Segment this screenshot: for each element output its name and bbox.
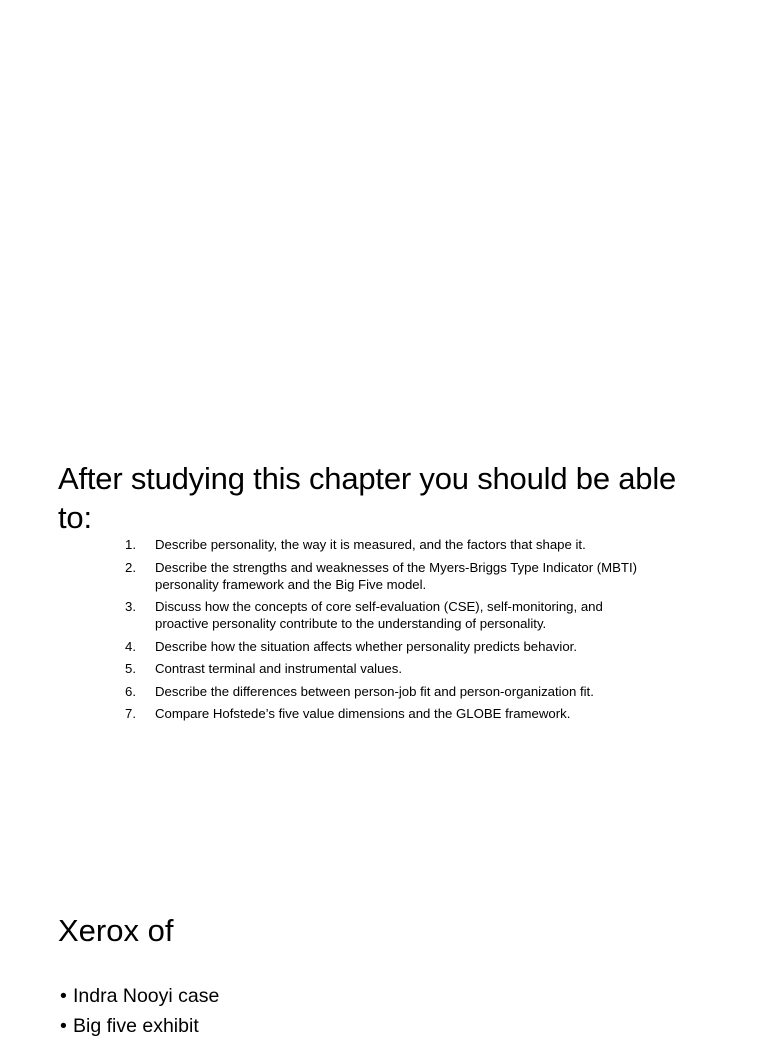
list-item <box>122 598 642 632</box>
xerox-heading: Xerox of <box>58 913 174 948</box>
item-number: 6. <box>125 683 136 699</box>
item-text: Contrast terminal and instrumental values. <box>155 661 403 676</box>
bullet-icon: • <box>60 1015 67 1037</box>
list-item <box>60 983 219 1009</box>
item-text: Discuss how the concepts of core self-evaluation (CSE), self-monitoring, and proactive personality contribute to the understanding of personality. <box>155 599 603 631</box>
item-text: Compare Hofstede’s five value dimensions and the GLOBE framework. <box>155 706 571 721</box>
bullet-text: Indra Nooyi case <box>73 985 220 1007</box>
item-text: Describe how the situation affects whether personality predicts behavior. <box>155 638 577 654</box>
xerox-bullet-list <box>60 983 219 1043</box>
list-item <box>122 536 642 553</box>
item-text: Describe the differences between person-job fit and person-organization fit. <box>155 683 594 699</box>
item-number: 7. <box>125 706 136 721</box>
list-item <box>122 660 642 677</box>
list-item <box>122 559 642 593</box>
list-item <box>122 705 642 722</box>
item-number: 1. <box>125 537 136 552</box>
bullet-icon: • <box>60 985 67 1007</box>
item-number: 5. <box>125 661 136 676</box>
list-item <box>122 683 642 700</box>
item-number: 4. <box>125 638 136 654</box>
bullet-text: Big five exhibit <box>73 1015 199 1037</box>
item-number: 3. <box>125 599 136 614</box>
item-text: Describe the strengths and weaknesses of the Myers-Briggs Type Indicator (MBTI) personality framework and the Big Five model. <box>155 559 638 592</box>
item-text: Describe personality, the way it is measured, and the factors that shape it. <box>155 537 586 552</box>
learning-objectives-heading: After studying this chapter you should be able to: <box>58 461 677 535</box>
list-item <box>122 638 642 655</box>
item-number: 2. <box>125 559 136 575</box>
learning-objectives-list <box>122 536 642 728</box>
list-item <box>60 1013 219 1039</box>
